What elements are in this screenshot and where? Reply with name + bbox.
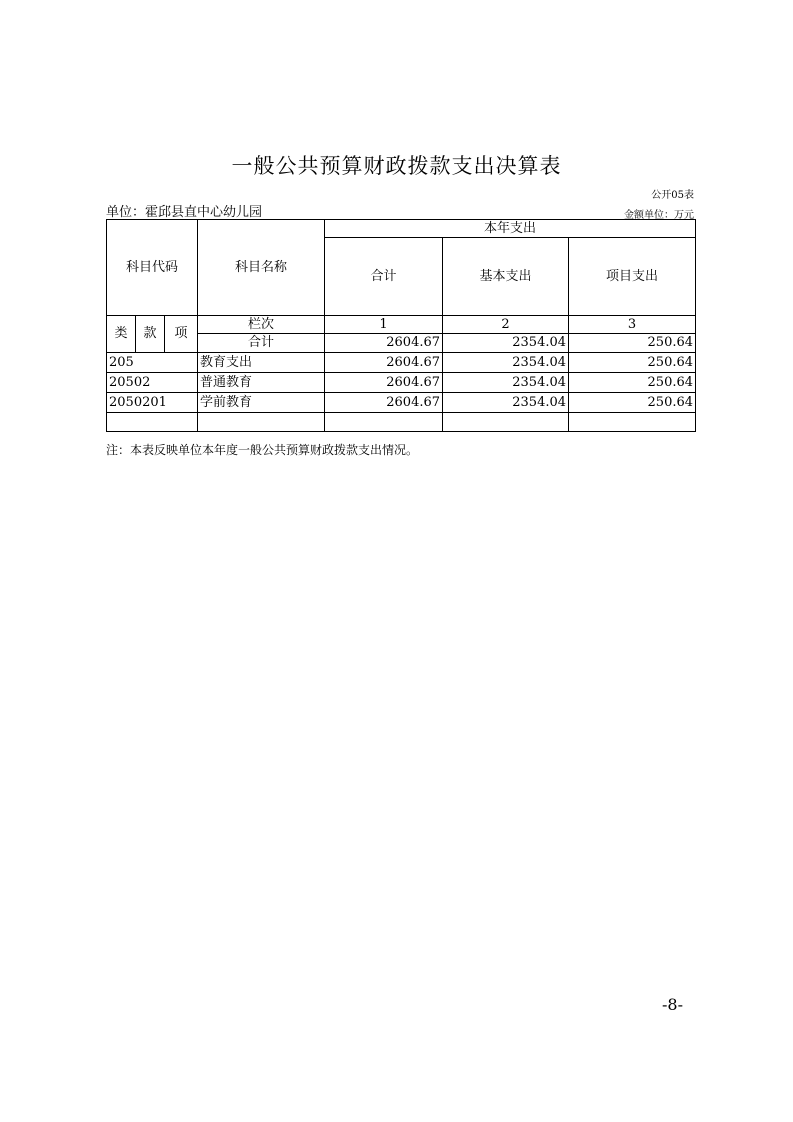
header-xiang: 项 — [165, 316, 198, 353]
header-lei: 类 — [107, 316, 136, 353]
row-basic: 2354.04 — [443, 373, 569, 393]
header-column-no: 栏次 — [198, 316, 325, 334]
header-project: 项目支出 — [569, 238, 696, 316]
header-total: 合计 — [325, 238, 443, 316]
table-note: 注：本表反映单位本年度一般公共预算财政拨款支出情况。 — [106, 443, 419, 457]
row-project: 250.64 — [569, 393, 696, 413]
empty-cell — [198, 413, 325, 432]
total-label: 合计 — [198, 334, 325, 353]
header-subject-name: 科目名称 — [198, 220, 325, 316]
row-project: 250.64 — [569, 353, 696, 373]
row-name: 普通教育 — [198, 373, 325, 393]
header-current-year: 本年支出 — [325, 220, 696, 238]
row-name: 教育支出 — [198, 353, 325, 373]
row-code: 205 — [107, 353, 198, 373]
basic-value: 2354.04 — [443, 334, 569, 353]
money-unit-label: 金额单位：万元 — [624, 210, 694, 221]
row-total: 2604.67 — [325, 353, 443, 373]
empty-cell — [569, 413, 696, 432]
empty-row — [107, 413, 696, 432]
row-code: 2050201 — [107, 393, 198, 413]
total-value: 2604.67 — [325, 334, 443, 353]
form-code: 公开05表 — [651, 190, 694, 201]
header-col2: 2 — [443, 316, 569, 334]
page-title: 一般公共预算财政拨款支出决算表 — [231, 154, 562, 178]
row-basic: 2354.04 — [443, 393, 569, 413]
unit-label: 单位：霍邱县直中心幼儿园 — [106, 205, 263, 220]
row-name: 学前教育 — [198, 393, 325, 413]
empty-cell — [325, 413, 443, 432]
table-row — [107, 393, 696, 413]
expenditure-table — [106, 219, 696, 432]
empty-cell — [107, 413, 198, 432]
row-total: 2604.67 — [325, 373, 443, 393]
table-row — [107, 373, 696, 393]
header-col3: 3 — [569, 316, 696, 334]
row-code: 20502 — [107, 373, 198, 393]
table-row — [107, 353, 696, 373]
header-kuan: 款 — [136, 316, 165, 353]
empty-cell — [443, 413, 569, 432]
row-project: 250.64 — [569, 373, 696, 393]
project-value: 250.64 — [569, 334, 696, 353]
row-total: 2604.67 — [325, 393, 443, 413]
header-col1: 1 — [325, 316, 443, 334]
header-subject-code: 科目代码 — [107, 220, 198, 316]
header-basic: 基本支出 — [443, 238, 569, 316]
page-number: -8- — [662, 995, 683, 1014]
row-basic: 2354.04 — [443, 353, 569, 373]
